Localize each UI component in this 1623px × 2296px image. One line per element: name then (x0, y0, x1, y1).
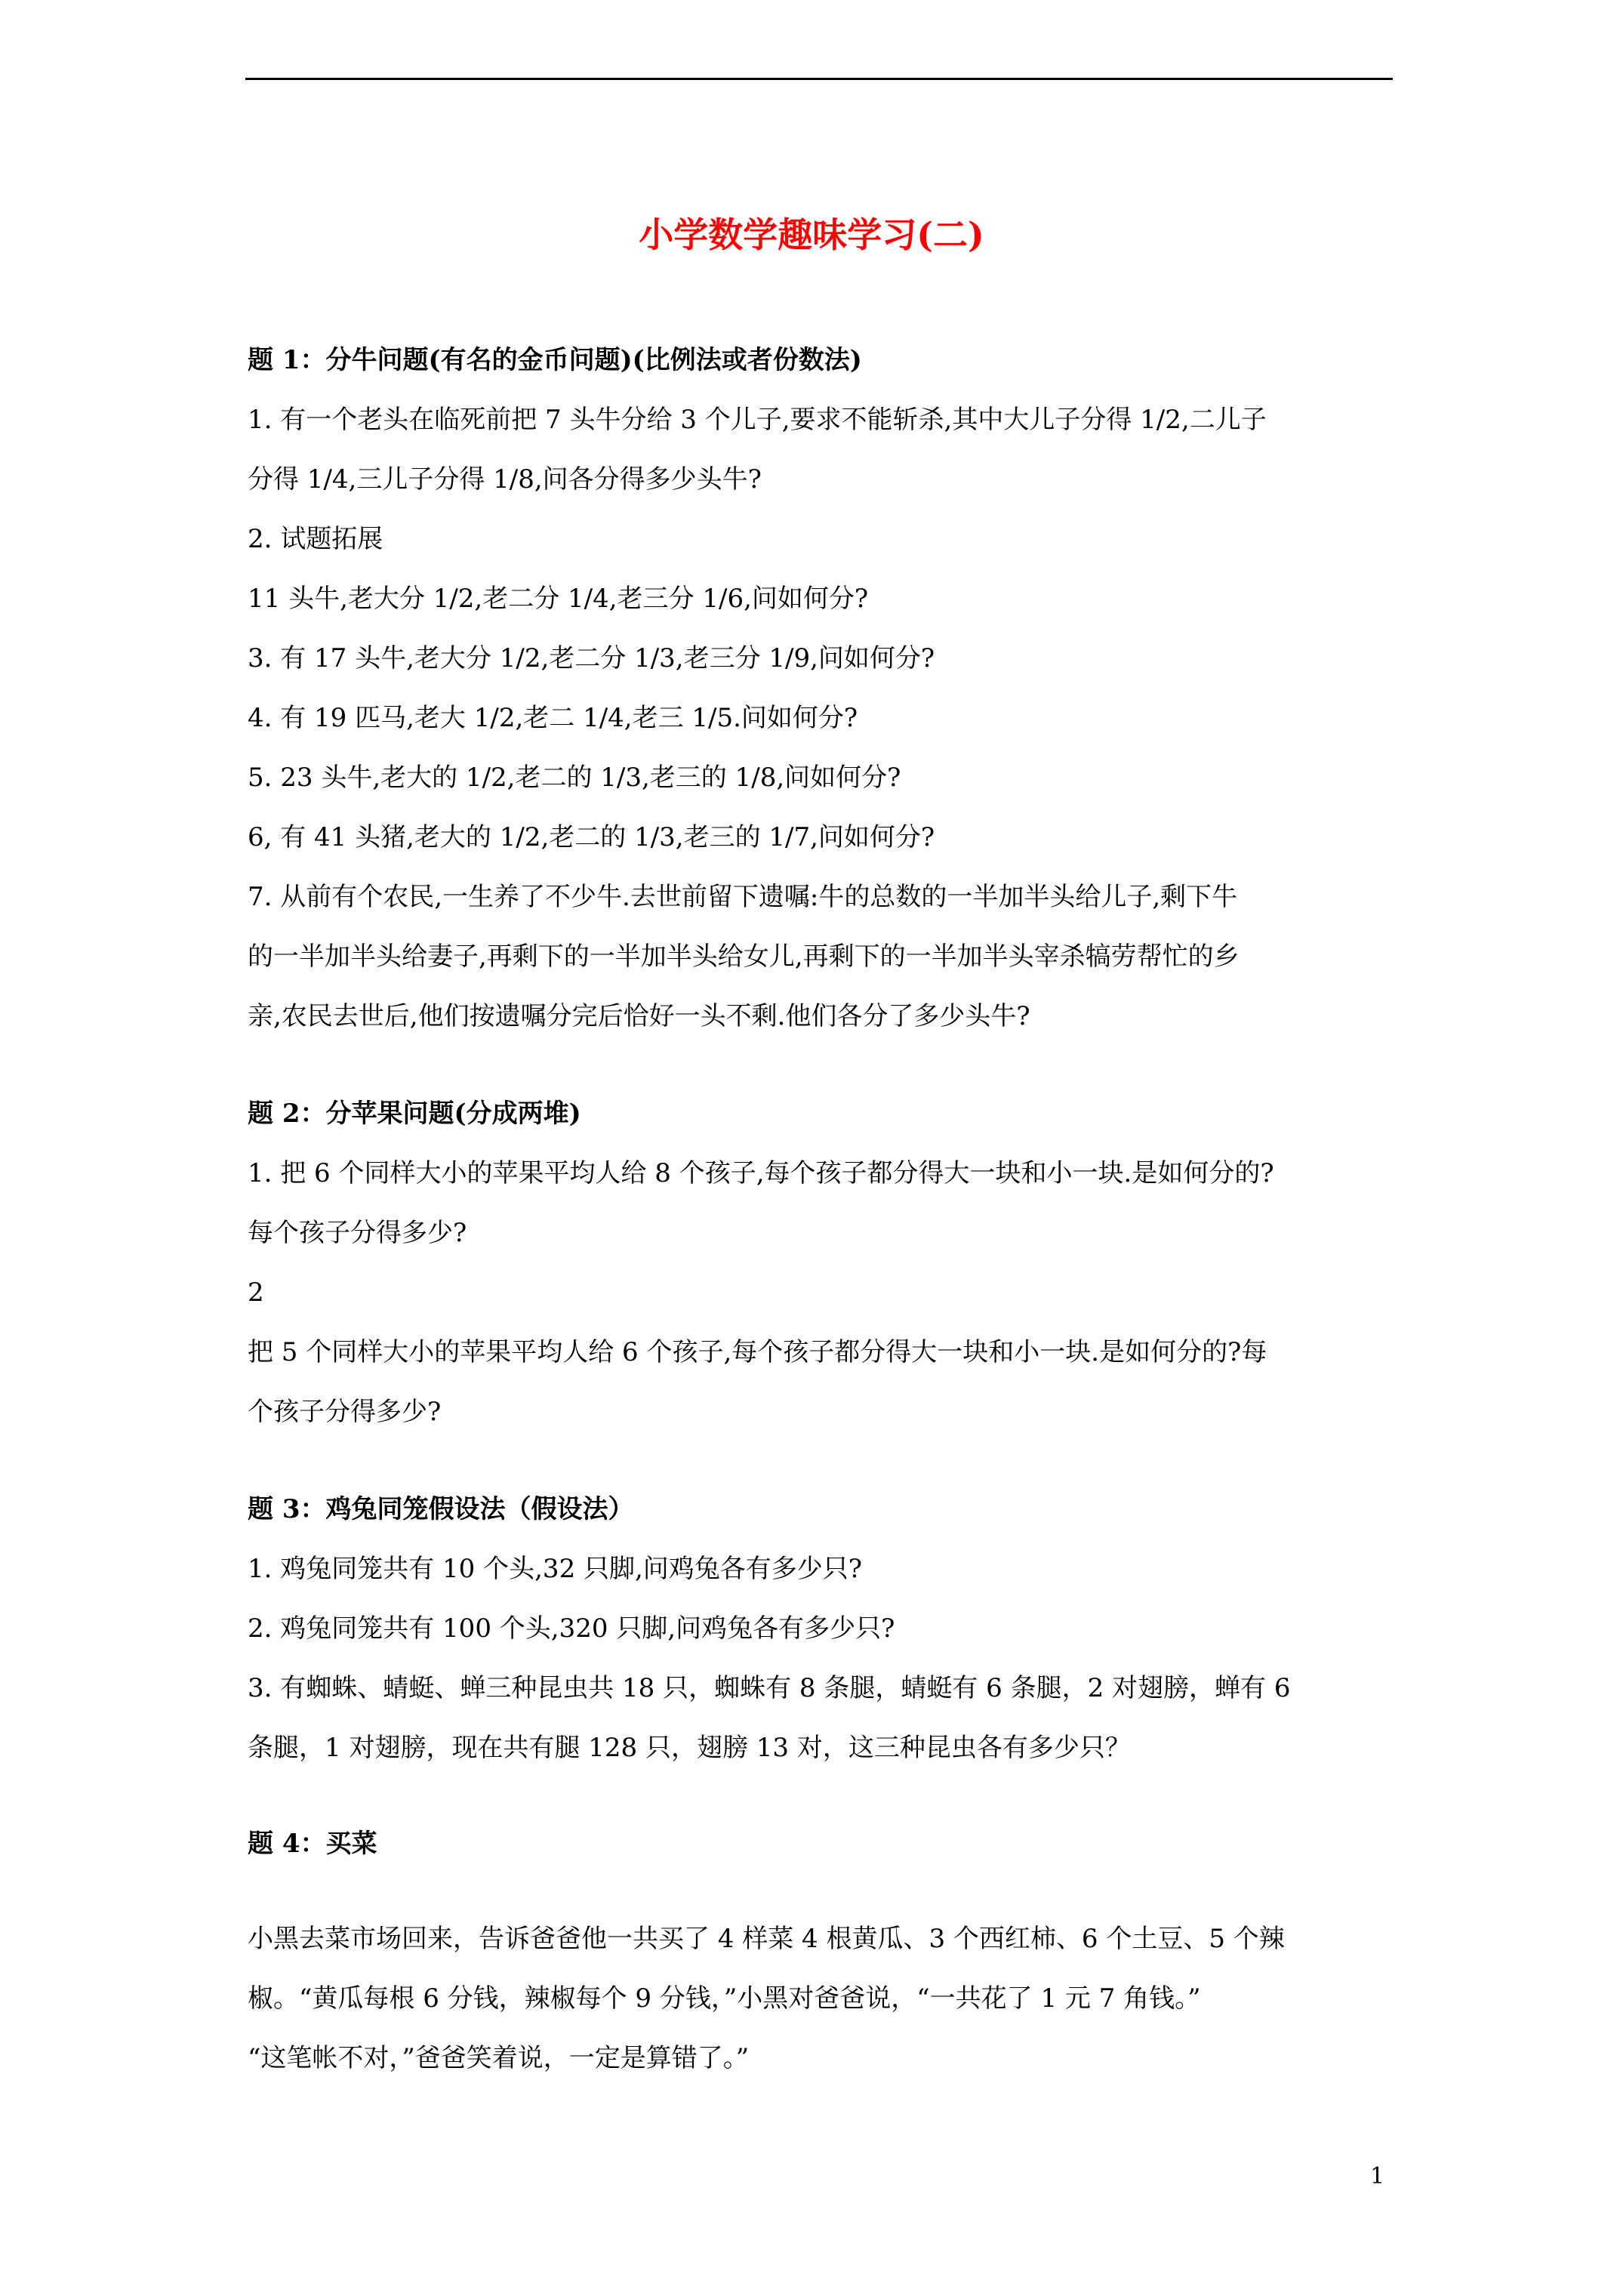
section-2-line-1: 1. 把 6 个同样大小的苹果平均人给 8 个孩子,每个孩子都分得大一块和小一块.是如何分的? (248, 1158, 1274, 1188)
section-4-line-1: 小黑去菜市场回来，告诉爸爸他一共买了 4 样菜 4 根黄瓜、3 个西红柿、6 个土豆、5 个辣 (248, 1924, 1285, 1954)
page-title: 小学数学趣味学习(二) (639, 214, 984, 255)
section-4-line-2: 椒。“黄瓜每根 6 分钱，辣椒每个 9 分钱，”小黑对爸爸说，“一共花了 1 元 7 角钱。” (248, 1983, 1201, 2014)
section-1-line-1: 1. 有一个老头在临死前把 7 头牛分给 3 个儿子,要求不能斩杀,其中大儿子分得 1/2,二儿子 (248, 405, 1267, 435)
section-1-line-6: 4. 有 19 匹马,老大 1/2,老二 1/4,老三 1/5.问如何分? (248, 703, 858, 733)
section-1-line-4: 11 头牛,老大分 1/2,老二分 1/4,老三分 1/6,问如何分? (248, 584, 869, 614)
section-3-heading: 题 3：鸡兔同笼假设法（假设法） (248, 1494, 634, 1524)
section-2-heading: 题 2：分苹果问题(分成两堆) (248, 1099, 581, 1129)
section-1-line-7: 5. 23 头牛,老大的 1/2,老二的 1/3,老三的 1/8,问如何分? (248, 763, 901, 793)
section-1-line-5: 3. 有 17 头牛,老大分 1/2,老二分 1/3,老三分 1/9,问如何分? (248, 643, 935, 673)
section-3-line-3: 3. 有蜘蛛、蜻蜓、蝉三种昆虫共 18 只，蜘蛛有 8 条腿，蜻蜓有 6 条腿，2 对翅膀，蝉有 6 (248, 1673, 1291, 1703)
section-3-line-1: 1. 鸡兔同笼共有 10 个头,32 只脚,问鸡兔各有多少只? (248, 1554, 863, 1584)
section-4-line-3: “这笔帐不对，”爸爸笑着说，一定是算错了。” (248, 2043, 750, 2073)
page-number: 1 (1370, 2163, 1385, 2190)
section-1-line-9: 7. 从前有个农民,一生养了不少牛.去世前留下遗嘱:牛的总数的一半加半头给儿子,剩下牛 (248, 882, 1238, 912)
section-2-line-4: 把 5 个同样大小的苹果平均人给 6 个孩子,每个孩子都分得大一块和小一块.是如何分的?每 (248, 1337, 1267, 1367)
section-1-line-11: 亲,农民去世后,他们按遗嘱分完后恰好一头不剩.他们各分了多少头牛? (248, 1001, 1030, 1031)
section-1-line-2: 分得 1/4,三儿子分得 1/8,问各分得多少头牛? (248, 464, 762, 495)
section-1-line-10: 的一半加半头给妻子,再剩下的一半加半头给女儿,再剩下的一半加半头宰杀犒劳帮忙的乡 (248, 942, 1240, 972)
section-2-line-3: 2 (248, 1277, 264, 1308)
header-rule (245, 78, 1393, 80)
section-2-line-5: 个孩子分得多少? (248, 1397, 442, 1427)
section-2-line-2: 每个孩子分得多少? (248, 1218, 467, 1248)
section-1-heading: 题 1：分牛问题(有名的金币问题)(比例法或者份数法) (248, 345, 862, 375)
section-3-line-2: 2. 鸡兔同笼共有 100 个头,320 只脚,问鸡兔各有多少只? (248, 1613, 895, 1644)
section-4-heading: 题 4：买菜 (248, 1829, 377, 1859)
section-1-line-3: 2. 试题拓展 (248, 524, 383, 554)
section-1-line-8: 6, 有 41 头猪,老大的 1/2,老二的 1/3,老三的 1/7,问如何分? (248, 822, 935, 852)
section-3-line-4: 条腿，1 对翅膀，现在共有腿 128 只，翅膀 13 对，这三种昆虫各有多少只？ (248, 1733, 1131, 1763)
